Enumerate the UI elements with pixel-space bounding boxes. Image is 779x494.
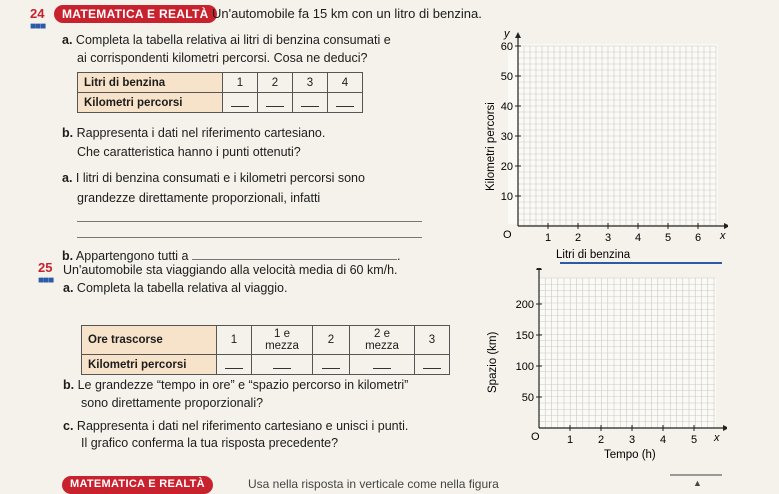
chart-1-ylabel: Kilometri percorsi: [485, 102, 497, 191]
x-tick-label: 3: [604, 232, 612, 244]
chart-1-plot-area: [508, 44, 718, 224]
ex24-blank-cell[interactable]: [293, 93, 328, 113]
ex25-cell: 2 e mezza: [350, 326, 415, 355]
y-tick-label: 30: [500, 131, 513, 143]
ex24-cell: 4: [328, 73, 363, 93]
ex24-c-line1: [62, 170, 365, 186]
chart-2-x-axis-letter: x: [714, 432, 720, 444]
ex25-c-text1: Rappresenta i dati nel riferimento cartesiano e unisci i punti.: [76, 419, 409, 433]
chart-1: [478, 28, 728, 264]
arrow-up-icon: ▲: [693, 478, 702, 488]
ex24-blank-cell[interactable]: [328, 93, 363, 113]
ex24-b-text1: Rappresenta i dati nel riferimento cartesiano.: [76, 126, 326, 140]
y-tick-label: 100: [515, 361, 534, 373]
x-tick-label: 2: [597, 434, 605, 446]
ex24-row1-header: Litri di benzina: [78, 73, 223, 93]
chart-2: [483, 268, 727, 464]
ex25-b-text1: Le grandezze “tempo in ore” e “spazio percorso in kilometri”: [77, 378, 409, 392]
ex25-b-line1: [63, 377, 408, 393]
ex25-row1-header: Ore trascorse: [82, 326, 217, 355]
chart-1-x-axis-letter: x: [720, 230, 726, 242]
chart-1-xlabel: Litri di benzina: [556, 249, 631, 261]
x-tick-label: 3: [628, 434, 636, 446]
ex24-a-line1: [62, 32, 391, 48]
difficulty-dots: ■■■: [38, 275, 54, 286]
y-tick-label: 50: [500, 71, 513, 83]
difficulty-dots: ■■■: [30, 21, 46, 32]
ex24-a-text2: ai corrispondenti kilometri percorsi. Cosa ne deduci?: [77, 51, 368, 65]
ex24-table: [77, 72, 363, 113]
ex24-row2-header: Kilometri percorsi: [78, 93, 223, 113]
ex25-blank-cell[interactable]: [415, 355, 450, 375]
ex25-b-label: b.: [63, 378, 75, 392]
ex25-c-label: c.: [63, 419, 74, 433]
ex25-a-line: [63, 280, 287, 296]
ex24-blank-cell[interactable]: [258, 93, 293, 113]
x-tick-label: 6: [694, 232, 702, 244]
exercise-25-number: 25: [38, 260, 53, 275]
ex24-b-label: b.: [62, 126, 74, 140]
ex25-b-text2: sono direttamente proporzionali?: [81, 396, 264, 410]
y-tick-label: 10: [500, 191, 513, 203]
x-tick-label: 4: [634, 232, 642, 244]
ex24-c-text2: grandezze direttamente proporzionali, infatti: [77, 191, 321, 205]
footer-text: Usa nella risposta in verticale come nella figura: [248, 477, 499, 491]
answer-blank[interactable]: [192, 249, 397, 260]
ex25-a-text: Completa la tabella relativa al viaggio.: [76, 281, 288, 295]
y-tick-label: 150: [515, 330, 534, 342]
ex24-cell: 3: [293, 73, 328, 93]
x-tick-label: 1: [544, 232, 552, 244]
exercise-25-title: Un'automobile sta viaggiando alla velocità media di 60 km/h.: [63, 263, 398, 277]
exercise-24-title: Un'automobile fa 15 km con un litro di benzina.: [212, 6, 482, 21]
ex24-a-text1: Completa la tabella relativa ai litri di benzina consumati e: [75, 33, 391, 47]
ex24-b-line1: [62, 125, 325, 141]
ex24-a-label: a.: [62, 33, 73, 47]
ex24-blank-cell[interactable]: [223, 93, 258, 113]
ex25-row2-header: Kilometri percorsi: [82, 355, 217, 375]
chart-2-ylabel: Spazio (km): [487, 331, 499, 393]
ex25-table: [81, 325, 450, 375]
ex25-cell: 1 e mezza: [252, 326, 313, 355]
x-tick-label: 2: [574, 232, 582, 244]
ex25-c-line1: [63, 418, 408, 434]
chart-2-origin: O: [531, 431, 540, 443]
chart-1-origin: O: [503, 229, 512, 241]
x-tick-label: 1: [566, 434, 574, 446]
ex24-c-text1: I litri di benzina consumati e i kilometri percorsi sono: [75, 171, 365, 185]
answer-line[interactable]: [77, 236, 422, 238]
y-tick-label: 60: [500, 41, 513, 53]
ex25-cell: 2: [313, 326, 350, 355]
ex25-blank-cell[interactable]: [350, 355, 415, 375]
x-tick-label: 5: [664, 232, 672, 244]
chart-1-y-axis-letter: y: [504, 28, 510, 40]
y-axis-arrow-icon: [515, 32, 521, 38]
y-tick-label: 40: [500, 101, 513, 113]
ex24-d-end: .: [396, 249, 401, 263]
ex24-d-label: b.: [62, 249, 74, 263]
x-tick-label: 4: [659, 434, 667, 446]
footer-badge: MATEMATICA E REALTÀ: [62, 476, 213, 494]
x-axis-arrow-icon: [724, 223, 728, 229]
exercise-24-number: 24: [30, 6, 45, 21]
ex25-blank-cell[interactable]: [313, 355, 350, 375]
x-tick-label: 5: [690, 434, 698, 446]
footer-rule: [670, 474, 722, 476]
ex24-b-text2: Che caratteristica hanno i punti ottenuti?: [77, 145, 301, 159]
y-tick-label: 200: [515, 299, 534, 311]
x-axis-arrow-icon: [723, 425, 727, 431]
ex25-blank-cell[interactable]: [217, 355, 252, 375]
chart-1-underline: [560, 262, 722, 264]
answer-line[interactable]: [77, 220, 422, 222]
ex25-cell: 3: [415, 326, 450, 355]
ex25-c-text2: Il grafico conferma la tua risposta precedente?: [81, 436, 339, 450]
ex25-blank-cell[interactable]: [252, 355, 313, 375]
ex24-cell: 1: [223, 73, 258, 93]
y-tick-label: 50: [521, 392, 534, 404]
ex24-c-label: a.: [62, 171, 73, 185]
ex24-d-text: Appartengono tutti a: [75, 249, 189, 263]
y-axis-arrow-icon: [536, 268, 542, 270]
chart-2-xlabel: Tempo (h): [604, 449, 656, 461]
ex25-a-label: a.: [63, 281, 74, 295]
exercise-24-badge: MATEMATICA E REALTÀ: [54, 5, 217, 23]
y-tick-label: 20: [500, 161, 513, 173]
ex25-cell: 1: [217, 326, 252, 355]
ex24-cell: 2: [258, 73, 293, 93]
